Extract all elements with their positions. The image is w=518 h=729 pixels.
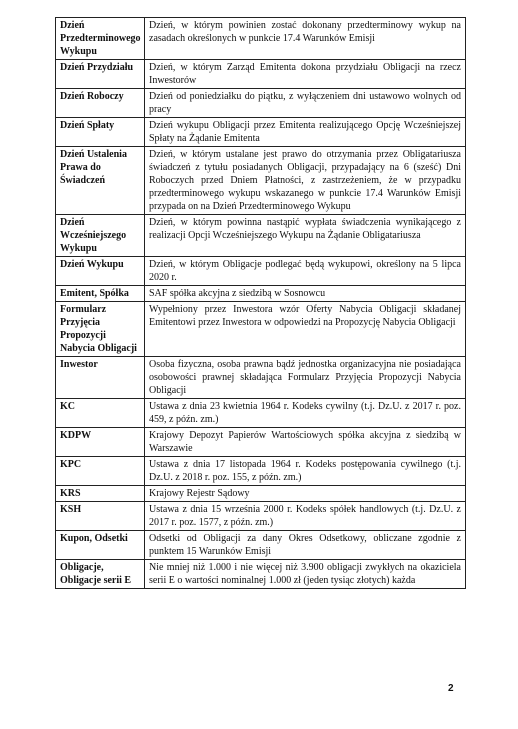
term-cell: KPC [56,457,145,486]
definition-cell: Odsetki od Obligacji za dany Okres Odsetkowy, obliczane zgodnie z punktem 15 Warunków Emisji [145,531,466,560]
table-row [56,257,466,286]
table-row [56,118,466,147]
table-row [56,215,466,257]
definition-cell: Dzień, w którym powinien zostać dokonany przedterminowy wykup na zasadach określonych w punkcie 17.4 Warunków Emisji [145,18,466,60]
definition-cell: Osoba fizyczna, osoba prawna bądź jednostka organizacyjna nie posiadająca osobowości prawnej składająca Formularz Przyjęcia Propozycji Nabycia Obligacji [145,357,466,399]
definition-cell: Krajowy Rejestr Sądowy [145,486,466,502]
table-row [56,560,466,589]
definitions-table [55,17,466,589]
term-cell: Dzień Wcześniejszego Wykupu [56,215,145,257]
definition-cell: Dzień od poniedziałku do piątku, z wyłączeniem dni ustawowo wolnych od pracy [145,89,466,118]
definition-cell: Ustawa z dnia 23 kwietnia 1964 r. Kodeks cywilny (t.j. Dz.U. z 2017 r. poz. 459, z późn. zm.) [145,399,466,428]
table-row [56,428,466,457]
table-row [56,399,466,428]
definition-cell: Nie mniej niż 1.000 i nie więcej niż 3.900 obligacji zwykłych na okaziciela serii E o wartości nominalnej 1.000 zł (jeden tysiąc złotych) każda [145,560,466,589]
term-cell: Kupon, Odsetki [56,531,145,560]
term-cell: Inwestor [56,357,145,399]
term-cell: Dzień Ustalenia Prawa do Świadczeń [56,147,145,215]
definition-cell: Krajowy Depozyt Papierów Wartościowych spółka akcyjna z siedzibą w Warszawie [145,428,466,457]
term-cell: Emitent, Spółka [56,286,145,302]
table-row [56,89,466,118]
definition-cell: Ustawa z dnia 17 listopada 1964 r. Kodeks postępowania cywilnego (t.j. Dz.U. z 2018 r. poz. 155, z późn. zm.) [145,457,466,486]
definition-cell: SAF spółka akcyjna z siedzibą w Sosnowcu [145,286,466,302]
definition-cell: Dzień, w którym Zarząd Emitenta dokona przydziału Obligacji na rzecz Inwestorów [145,60,466,89]
page-number: 2 [448,683,454,694]
table-row [56,302,466,357]
table-row [56,486,466,502]
definitions-body [56,18,466,589]
table-row [56,286,466,302]
term-cell: Dzień Przedterminowego Wykupu [56,18,145,60]
term-cell: Dzień Przydziału [56,60,145,89]
table-row [56,357,466,399]
definition-cell: Dzień wykupu Obligacji przez Emitenta realizującego Opcję Wcześniejszej Spłaty na Żądanie Emitenta [145,118,466,147]
table-row [56,457,466,486]
table-row [56,60,466,89]
table-row [56,531,466,560]
definition-cell: Dzień, w którym Obligacje podlegać będą wykupowi, określony na 5 lipca 2020 r. [145,257,466,286]
term-cell: Formularz Przyjęcia Propozycji Nabycia Obligacji [56,302,145,357]
term-cell: Dzień Roboczy [56,89,145,118]
table-row [56,18,466,60]
term-cell: Obligacje, Obligacje serii E [56,560,145,589]
term-cell: KRS [56,486,145,502]
term-cell: KC [56,399,145,428]
term-cell: Dzień Spłaty [56,118,145,147]
definition-cell: Dzień, w którym ustalane jest prawo do otrzymania przez Obligatariusza świadczeń z tytułu posiadanych Obligacji, przypadający na 6 (sześć) Dni Roboczych przed Dniem Płatności, z zastrzeżeniem, że w przypadku przedterminowego wykupu wskazanego w punkcie 17.4 Warunków Emisji przypada on na Dzień Przedterminowego Wykupu [145,147,466,215]
definition-cell: Dzień, w którym powinna nastąpić wypłata świadczenia wynikającego z realizacji Opcji Wcześniejszego Wykupu na Żądanie Obligatariusza [145,215,466,257]
term-cell: Dzień Wykupu [56,257,145,286]
term-cell: KDPW [56,428,145,457]
table-row [56,147,466,215]
term-cell: KSH [56,502,145,531]
definition-cell: Ustawa z dnia 15 września 2000 r. Kodeks spółek handlowych (t.j. Dz.U. z 2017 r. poz. 1577, z późn. zm.) [145,502,466,531]
table-row [56,502,466,531]
definition-cell: Wypełniony przez Inwestora wzór Oferty Nabycia Obligacji składanej Emitentowi przez Inwestora w odpowiedzi na Propozycję Nabycia Obligacji [145,302,466,357]
